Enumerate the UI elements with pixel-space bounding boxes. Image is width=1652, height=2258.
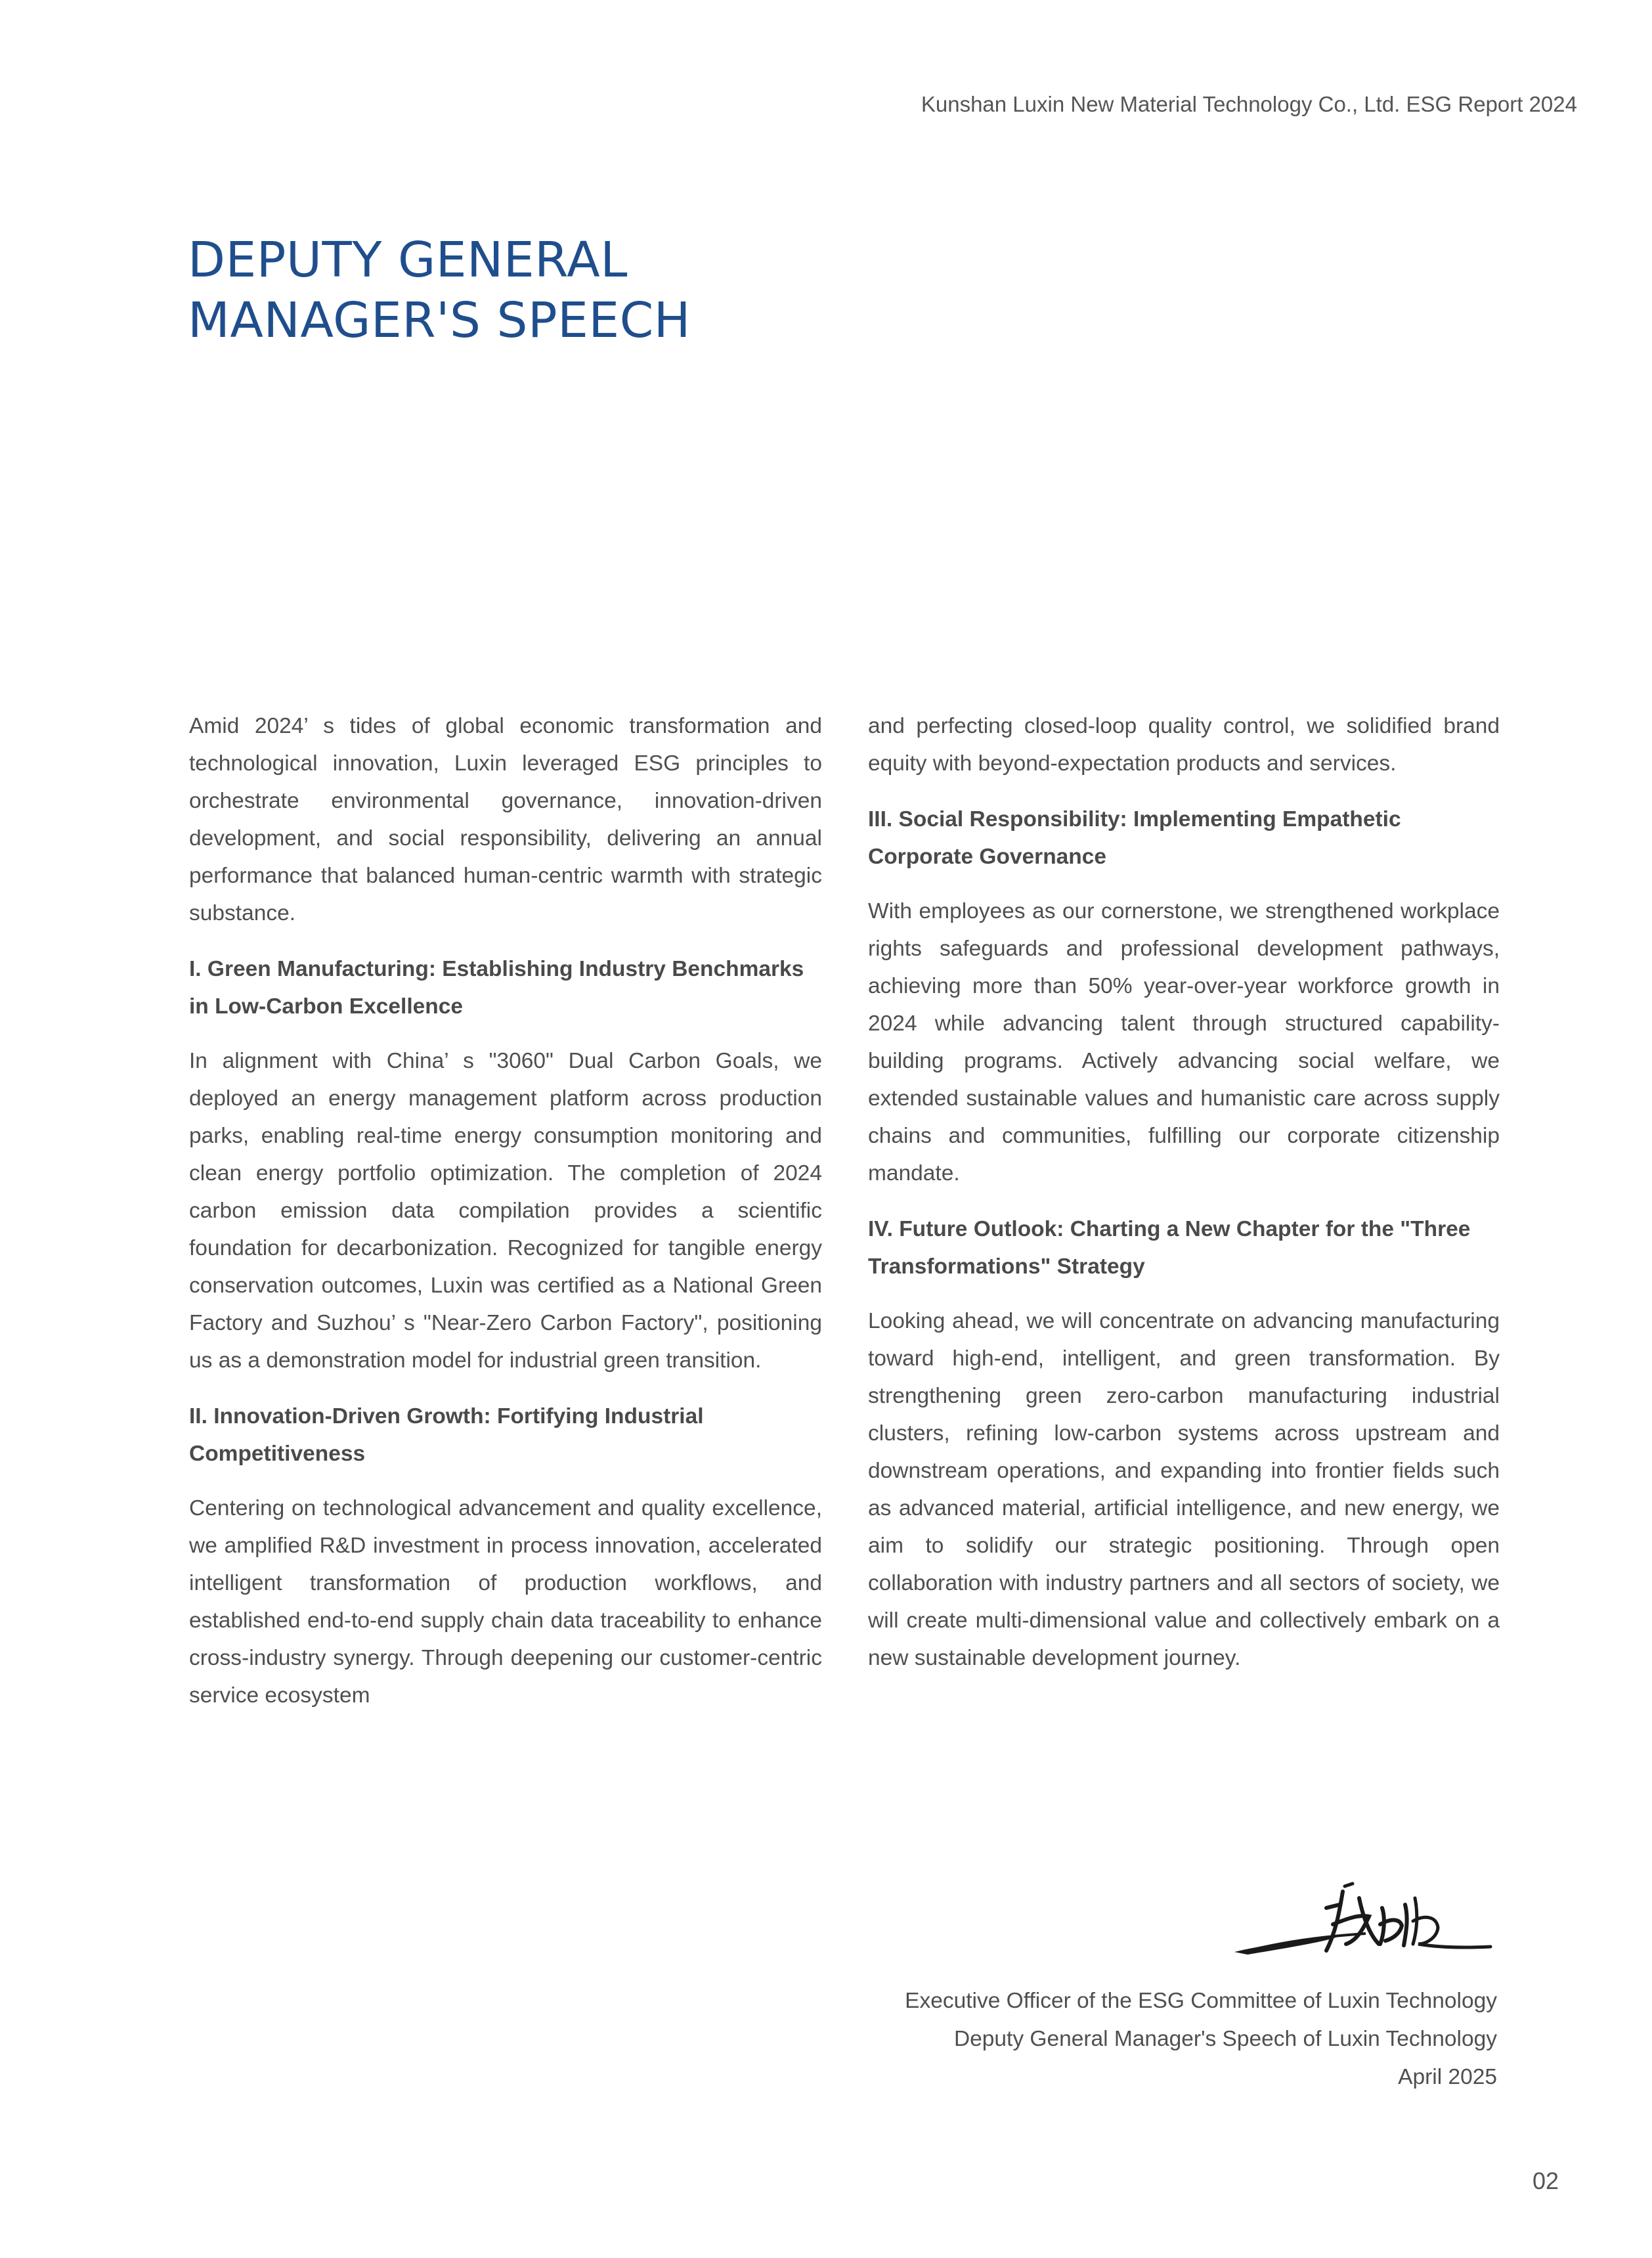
section3-body: With employees as our cornerstone, we strengthened workplace rights safeguards and professional development pathways, achieving more than 50% year-over-year workforce growth in 2024 while advancing talent through structured capability-building programs. Actively advancing social welfare, we extended sustainable values and humanistic care across supply chains and communities, fulfilling our corporate citizenship mandate. [868,899,1500,1185]
page-title-line1: DEPUTY GENERAL [188,232,628,288]
section1-body: In alignment with China’ s "3060" Dual Carbon Goals, we deployed an energy management platform across production parks, enabling real-time energy consumption monitoring and clean energy portfolio optimization. The completion of 2024 carbon emission data compilation provides a scientific foundation for decarbonization. Recognized for tangible energy conservation outcomes, Luxin was certified as a National Green Factory and Suzhou’ s "Near-Zero Carbon Factory", positioning us as a demonstration model for industrial green transition. [189,1049,822,1373]
left-column [189,707,822,1733]
section2-heading: II. Innovation-Driven Growth: Fortifying Industrial Competitiveness [189,1404,704,1466]
section4-body: Looking ahead, we will concentrate on advancing manufacturing toward high-end, intelligent, and green transformation. By strengthening green zero-carbon manufacturing industrial clusters, refining low-carbon systems across upstream and downstream operations, and expanding into frontier fields such as advanced material, artificial intelligence, and new energy, we aim to solidify our strategic positioning. Through open collaboration with industry partners and all sectors of society, we will create multi-dimensional value and collectively embark on a new sustainable development journey. [868,1309,1500,1670]
section3-heading: III. Social Responsibility: Implementing Empathetic Corporate Governance [868,807,1401,869]
signature-block [905,1982,1497,2096]
signatory-title-1: Executive Officer of the ESG Committee of Luxin Technology [905,1989,1497,2013]
report-header: Kunshan Luxin New Material Technology Co., Ltd. ESG Report 2024 [921,92,1577,116]
page-title-line2: MANAGER'S SPEECH [188,292,691,349]
signatory-title-2: Deputy General Manager's Speech of Luxin Technology [953,2027,1497,2051]
signature-date: April 2025 [1398,2065,1497,2089]
page-number: 02 [1532,2167,1559,2194]
handwritten-signature [1228,1878,1497,1964]
section4-heading: IV. Future Outlook: Charting a New Chapter for the "Three Transformations" Strategy [868,1217,1471,1279]
page-title [188,230,1107,351]
intro-paragraph: Amid 2024’ s tides of global economic transformation and technological innovation, Luxin leveraged ESG principles to orchestrate environmental governance, innovation-driven development, and social responsibility, delivering an annual performance that balanced human-centric warmth with strategic substance. [189,714,822,925]
section2-body: Centering on technological advancement and quality excellence, we amplified R&D investment in process innovation, accelerated intelligent transformation of production workflows, and established end-to-end supply chain data traceability to enhance cross-industry synergy. Through deepening our customer-centric service ecosystem [189,1496,822,1708]
right-column [868,707,1500,1695]
section1-heading: I. Green Manufacturing: Establishing Industry Benchmarks in Low-Carbon Excellence [189,957,804,1019]
section2-continued: and perfecting closed-loop quality control, we solidified brand equity with beyond-expectation products and services. [868,714,1500,776]
